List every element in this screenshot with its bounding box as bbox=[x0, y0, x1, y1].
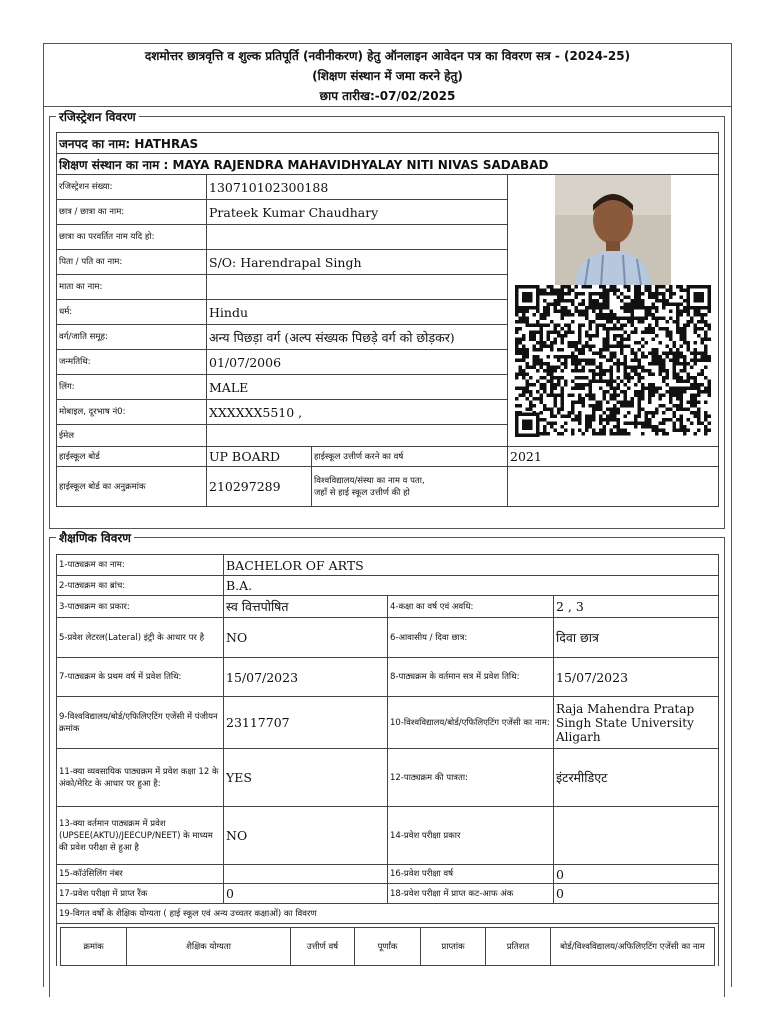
father-name-label: पिता / पति का नाम: bbox=[57, 250, 207, 275]
course-type-label: 3-पाठ्यक्रम का प्रकार: bbox=[57, 596, 224, 618]
col-qualification: शैक्षिक योग्यता bbox=[127, 928, 291, 966]
email-label: ईमेल bbox=[57, 425, 207, 447]
changed-name-label: छात्रा का परवर्तित नाम यदि हो: bbox=[57, 225, 207, 250]
email-value bbox=[207, 425, 508, 447]
course-name-label: 1-पाठ्यक्रम का नाम: bbox=[57, 555, 224, 576]
mobile-value: XXXXXX5510 , bbox=[207, 400, 508, 425]
registration-table bbox=[56, 132, 719, 507]
print-date: छाप तारीख:-07/02/2025 bbox=[319, 89, 456, 103]
col-max-marks: पूर्णांक bbox=[355, 928, 421, 966]
col-percentage: प्रतिशत bbox=[486, 928, 551, 966]
course-branch-value: B.A. bbox=[224, 576, 719, 596]
university-name-value: Raja Mahendra Pratap Singh State University Aligarh bbox=[554, 697, 719, 749]
academic-table bbox=[56, 554, 719, 966]
col-serial: क्रमांक bbox=[61, 928, 127, 966]
student-photo bbox=[555, 175, 671, 285]
previous-qualification-title: 19-विगत वर्षों के शैक्षिक योग्यता ( हाई स्कूल एवं अन्य उच्चतर कक्षाओं) का विवरण bbox=[57, 904, 719, 924]
university-reg-value: 23117707 bbox=[224, 697, 388, 749]
gender-label: लिंग: bbox=[57, 375, 207, 400]
hs-institute-label-line2: जहाँ से हाई स्कूल उत्तीर्ण की हो bbox=[314, 487, 410, 498]
mother-name-label: माता का नाम: bbox=[57, 275, 207, 300]
university-reg-label: 9-विश्वविद्यालय/बोर्ड/एफिलिएटिंग एजेंसी में पंजीयन क्रमांक bbox=[57, 697, 224, 749]
merit-admission-value: YES bbox=[224, 749, 388, 807]
hs-institute-label-line1: विश्वविद्यालय/संस्था का नाम व पता, bbox=[314, 475, 425, 486]
hs-roll-label: हाईस्कूल बोर्ड का अनुक्रमांक bbox=[57, 467, 207, 507]
registration-legend: रजिस्ट्रेशन विवरण bbox=[56, 108, 139, 125]
class-year-label: 4-कक्षा का वर्ष एवं अवधि: bbox=[388, 596, 554, 618]
current-session-admission-label: 8-पाठ्यक्रम के वर्तमान सत्र में प्रवेश तिथि: bbox=[388, 658, 554, 697]
entrance-exam-admission-label: 13-क्या वर्तमान पाठ्यक्रम में प्रवेश (UPSEE(AKTU)/JEECUP/NEET) के माध्यम की प्रवेश परीक्षा से हुआ है bbox=[57, 807, 224, 865]
dob-label: जन्मतिथि: bbox=[57, 350, 207, 375]
hs-year-value: 2021 bbox=[508, 447, 719, 467]
course-branch-label: 2-पाठ्यक्रम का ब्रांच: bbox=[57, 576, 224, 596]
counselling-number-value bbox=[224, 865, 388, 884]
reg-value: 130710102300188 bbox=[207, 175, 508, 200]
mother-name-value bbox=[207, 275, 508, 300]
hs-institute-value bbox=[508, 467, 719, 507]
hs-institute-label bbox=[312, 467, 508, 507]
lateral-entry-label: 5-प्रवेश लेटरल(Lateral) इंट्री के आधार पर है bbox=[57, 618, 224, 658]
caste-value: अन्य पिछड़ा वर्ग (अल्प संख्यक पिछड़े वर्ग को छोड़कर) bbox=[207, 325, 508, 350]
application-form bbox=[43, 43, 732, 987]
lateral-entry-value: NO bbox=[224, 618, 388, 658]
qr-code bbox=[515, 285, 711, 437]
residential-value: दिवा छात्र bbox=[554, 618, 719, 658]
photo-qr-cell bbox=[508, 175, 719, 447]
hs-year-label: हाईस्कूल उत्तीर्ण करने का वर्ष bbox=[312, 447, 508, 467]
entrance-exam-year-value: 0 bbox=[554, 865, 719, 884]
institute-name: शिक्षण संस्थान का नाम : MAYA RAJENDRA MAHAVIDHYALAY NITI NIVAS SADABAD bbox=[57, 154, 719, 175]
course-eligibility-label: 12-पाठ्यक्रम की पात्रता: bbox=[388, 749, 554, 807]
caste-label: वर्ग/जाति समूह: bbox=[57, 325, 207, 350]
entrance-exam-year-label: 16-प्रवेश परीक्षा वर्ष bbox=[388, 865, 554, 884]
col-board-name: बोर्ड/विश्वविद्यालय/अफिलिएटिंग एजेंसी का नाम bbox=[551, 928, 715, 966]
previous-qualification-cell bbox=[57, 924, 719, 967]
course-eligibility-value: इंटरमीडिएट bbox=[554, 749, 719, 807]
col-obtained-marks: प्राप्तांक bbox=[421, 928, 486, 966]
form-title: दशमोत्तर छात्रवृत्ति व शुल्क प्रतिपूर्ति (नवीनीकरण) हेतु ऑनलाइन आवेदन पत्र का विवरण सत्र - (2024-25) bbox=[144, 49, 631, 63]
university-name-label: 10-विश्वविद्यालय/बोर्ड/एफिलिएटिंग एजेंसी का नाम: bbox=[388, 697, 554, 749]
hs-board-value: UP BOARD bbox=[207, 447, 312, 467]
hs-roll-value: 210297289 bbox=[207, 467, 312, 507]
entrance-exam-type-label: 14-प्रवेश परीक्षा प्रकार bbox=[388, 807, 554, 865]
counselling-number-label: 15-कॉउंसिलिंग नंबर bbox=[57, 865, 224, 884]
reg-label: रजिस्ट्रेशन संख्या: bbox=[57, 175, 207, 200]
previous-qualification-header-row bbox=[61, 928, 715, 966]
religion-label: धर्म: bbox=[57, 300, 207, 325]
residential-label: 6-आवासीय / दिवा छात्र: bbox=[388, 618, 554, 658]
previous-qualification-table bbox=[60, 927, 715, 966]
class-year-value: 2 , 3 bbox=[554, 596, 719, 618]
dob-value: 01/07/2006 bbox=[207, 350, 508, 375]
religion-value: Hindu bbox=[207, 300, 508, 325]
entrance-exam-type-value bbox=[554, 807, 719, 865]
entrance-rank-value: 0 bbox=[224, 884, 388, 904]
cutoff-marks-label: 18-प्रवेश परीक्षा में प्राप्त कट-आफ अंक bbox=[388, 884, 554, 904]
form-header bbox=[44, 44, 731, 107]
first-year-admission-label: 7-पाठ्यक्रम के प्रथम वर्ष में प्रवेश तिथि: bbox=[57, 658, 224, 697]
first-year-admission-value: 15/07/2023 bbox=[224, 658, 388, 697]
mobile-label: मोबाइल, दूरभाष नं0: bbox=[57, 400, 207, 425]
course-name-value: BACHELOR OF ARTS bbox=[224, 555, 719, 576]
academic-legend: शैक्षणिक विवरण bbox=[56, 529, 134, 546]
entrance-exam-admission-value: NO bbox=[224, 807, 388, 865]
cutoff-marks-value: 0 bbox=[554, 884, 719, 904]
father-name-value: S/O: Harendrapal Singh bbox=[207, 250, 508, 275]
course-type-value: स्व वित्तपोषित bbox=[224, 596, 388, 618]
entrance-rank-label: 17-प्रवेश परीक्षा में प्राप्त रैंक bbox=[57, 884, 224, 904]
merit-admission-label: 11-क्या व्यवसायिक पाठ्यक्रम में प्रवेश कक्षा 12 के अंको/मेरिट के आधार पर हुआ है: bbox=[57, 749, 224, 807]
current-session-admission-value: 15/07/2023 bbox=[554, 658, 719, 697]
student-name-label: छात्र / छात्रा का नाम: bbox=[57, 200, 207, 225]
hs-board-label: हाईस्कूल बोर्ड bbox=[57, 447, 207, 467]
form-subtitle: (शिक्षण संस्थान में जमा करने हेतु) bbox=[312, 69, 463, 83]
changed-name-value bbox=[207, 225, 508, 250]
gender-value: MALE bbox=[207, 375, 508, 400]
student-name-value: Prateek Kumar Chaudhary bbox=[207, 200, 508, 225]
col-pass-year: उत्तीर्ण वर्ष bbox=[291, 928, 355, 966]
district-name: जनपद का नाम: HATHRAS bbox=[57, 133, 719, 154]
